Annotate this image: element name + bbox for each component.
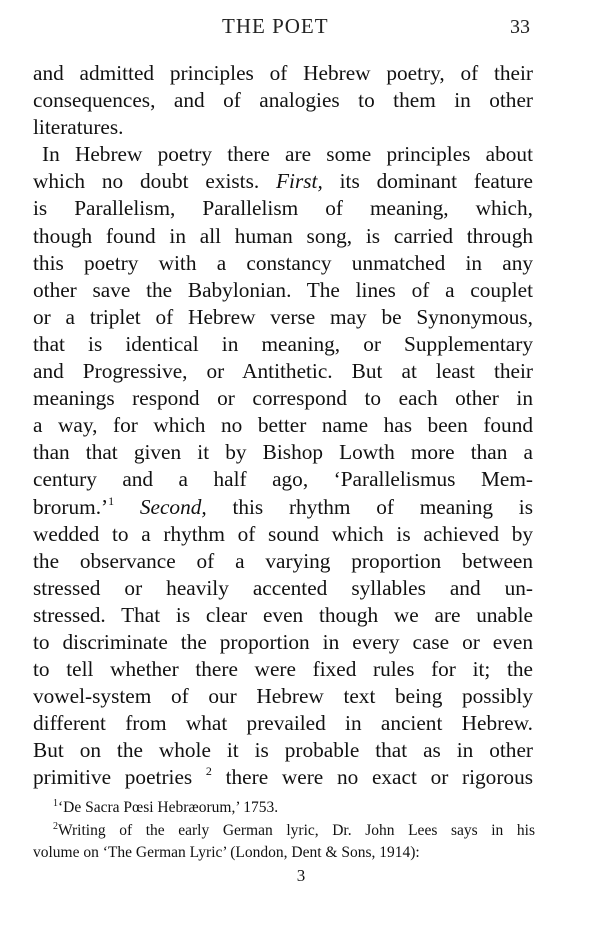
- italic-text: First,: [276, 169, 323, 194]
- text-line: [33, 114, 533, 141]
- text-line: [33, 60, 533, 87]
- footnote-line: [33, 797, 535, 820]
- text-span: consequences, and of analogies to them in other: [33, 88, 533, 113]
- text-span: stressed. That is clear even though we are unable: [33, 602, 533, 627]
- text-line: [33, 656, 533, 683]
- footnote-line: [33, 820, 535, 843]
- text-span: than that given it by Bishop Lowth more than a: [33, 440, 533, 465]
- text-line: [33, 250, 533, 277]
- footnote-text: Writing of the early German lyric, Dr. John Lees says in his: [58, 821, 535, 839]
- footnotes: [33, 797, 535, 865]
- text-span: that is identical in meaning, or Supplementary: [33, 331, 533, 356]
- italic-text: Second,: [139, 494, 207, 519]
- text-span: the observance of a varying proportion between: [33, 548, 533, 573]
- text-span: and admitted principles of Hebrew poetry, of their: [33, 61, 533, 85]
- text-line: [33, 141, 533, 168]
- text-span: there were no exact or rigorous: [211, 765, 534, 790]
- text-span: to tell whether there were fixed rules for it; the: [33, 657, 533, 682]
- text-span: to discriminate the proportion in every case or even: [33, 629, 533, 654]
- text-span: its dominant feature: [322, 169, 533, 194]
- text-line: [33, 683, 533, 710]
- text-line: [33, 575, 533, 602]
- text-line: [33, 710, 533, 737]
- running-title: THE POET: [222, 14, 329, 38]
- text-span: wedded to a rhythm of sound which is achieved by: [33, 521, 533, 546]
- text-span: which no doubt exists.: [33, 169, 277, 194]
- text-line: [33, 412, 533, 439]
- signature-mark: 3: [296, 866, 306, 885]
- text-line: [33, 385, 533, 412]
- text-line: [33, 168, 533, 195]
- text-span: century and a half ago, ‘Parallelismus Mem-: [33, 467, 533, 492]
- footnote-text: volume on ‘The German Lyric’ (London, Dent & Sons, 1914):: [33, 844, 420, 861]
- text-span: other save the Babylonian. The lines of a couplet: [33, 277, 533, 302]
- footnote-text: ‘De Sacra Pœsi Hebræorum,’ 1753.: [58, 799, 279, 816]
- text-line: [33, 494, 533, 521]
- text-span: meanings respond or correspond to each other in: [33, 386, 533, 411]
- text-span: vowel-system of our Hebrew text being possibly: [33, 684, 533, 709]
- text-line: [33, 521, 533, 548]
- page-number: 33: [510, 16, 530, 38]
- text-line: [33, 331, 533, 358]
- text-line: [33, 629, 533, 656]
- footnote-mark: 1: [53, 798, 58, 809]
- footnote-line: [33, 842, 535, 865]
- text-line: [33, 87, 533, 114]
- text-line: [33, 764, 533, 791]
- text-line: [33, 304, 533, 331]
- text-span: is Parallelism, Parallelism of meaning, which,: [33, 196, 533, 221]
- text-span: or a triplet of Hebrew verse may be Synonymous,: [33, 304, 533, 329]
- footnote-ref: 2: [205, 764, 212, 779]
- body-text: [33, 60, 533, 792]
- text-span: In Hebrew poetry there are some principles about: [42, 142, 533, 167]
- text-line: [33, 277, 533, 304]
- text-span: brorum.’: [33, 494, 109, 519]
- text-line: [33, 223, 533, 250]
- text-line: [33, 466, 533, 493]
- text-span: though found in all human song, is carried through: [33, 223, 533, 248]
- text-line: [33, 602, 533, 629]
- text-line: [33, 548, 533, 575]
- text-span: this rhythm of meaning is: [206, 494, 533, 519]
- text-line: [33, 737, 533, 764]
- footnote-ref: 1: [108, 493, 115, 508]
- text-span: primitive poetries: [33, 765, 206, 790]
- text-span: literatures.: [33, 115, 124, 140]
- text-line: [33, 439, 533, 466]
- footnote-mark: 2: [53, 820, 58, 832]
- text-span: this poetry with a constancy unmatched in any: [33, 250, 533, 275]
- text-span: and Progressive, or Antithetic. But at least their: [33, 359, 533, 384]
- text-span: But on the whole it is probable that as in other: [33, 738, 533, 763]
- text-span: [114, 495, 140, 519]
- text-line: [33, 358, 533, 385]
- text-span: different from what prevailed in ancient Hebrew.: [33, 711, 533, 736]
- running-header: [0, 14, 602, 44]
- text-span: stressed or heavily accented syllables and un-: [33, 575, 533, 600]
- text-span: a way, for which no better name has been found: [33, 413, 533, 438]
- text-line: [33, 195, 533, 222]
